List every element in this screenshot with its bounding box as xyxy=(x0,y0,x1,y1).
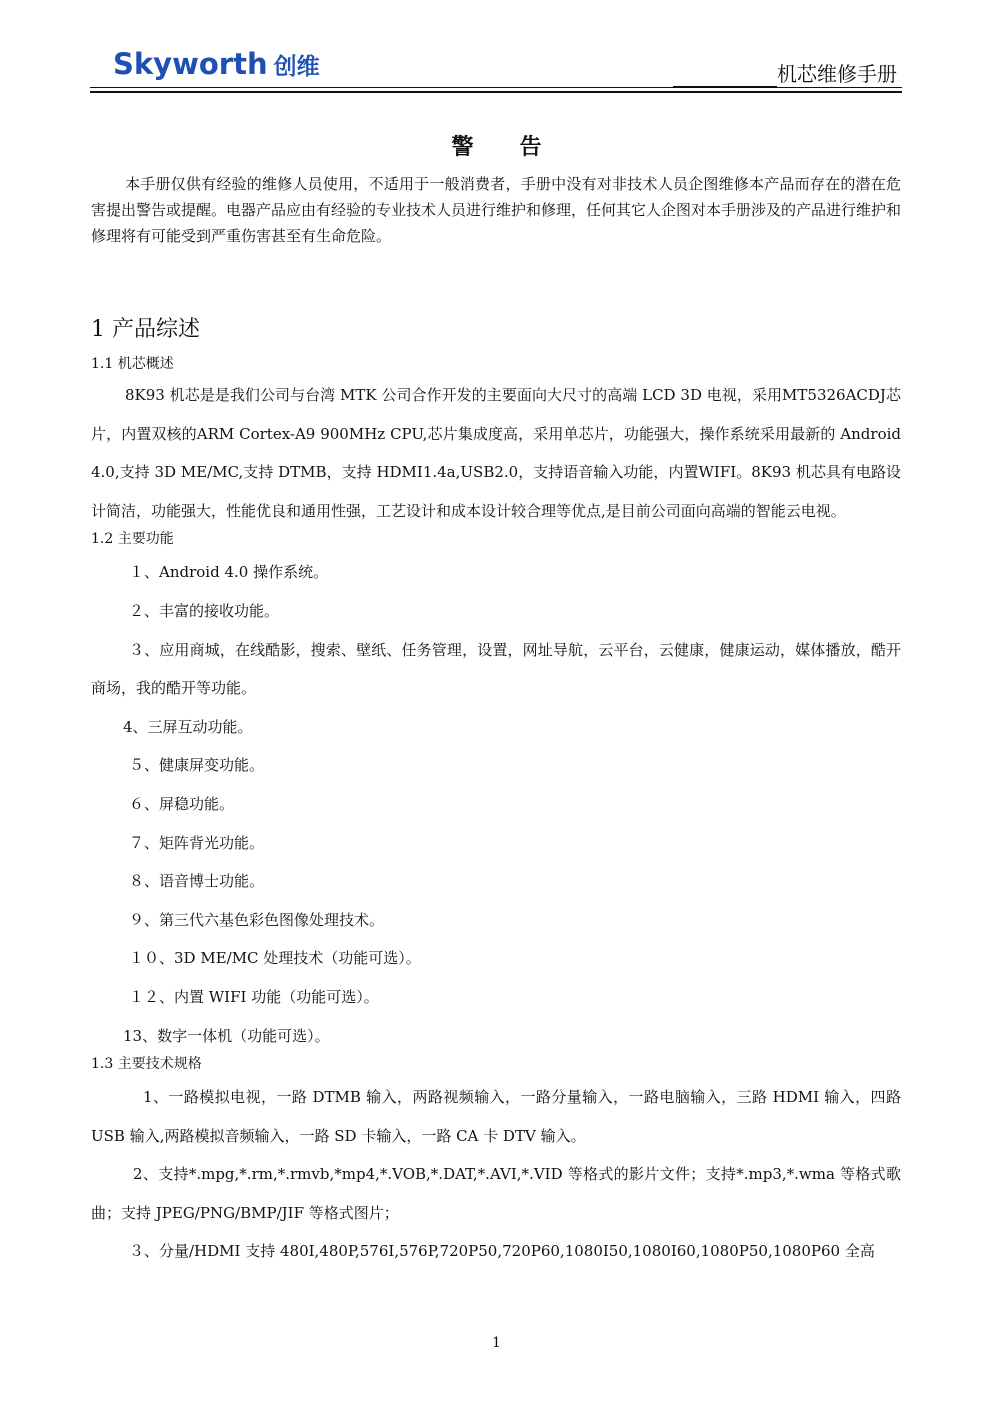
header-blank-line xyxy=(673,64,777,87)
feature-item: ３、应用商城，在线酷影，搜索、壁纸、任务管理，设置，网址导航，云平台，云健康，健康运动，媒体播放，酷开商场，我的酷开等功能。 xyxy=(91,640,901,698)
feature-item: １、Android 4.0 操作系统。 xyxy=(129,563,329,582)
feature-item: ５、健康屏变功能。 xyxy=(129,756,265,775)
section-1-content xyxy=(91,351,901,1271)
feature-item: ２、丰富的接收功能。 xyxy=(129,601,280,620)
warning-title: 警告 xyxy=(451,134,588,160)
feature-item: １２、内置 WIFI 功能（功能可选）。 xyxy=(129,987,379,1006)
feature-list xyxy=(91,553,901,1055)
document-header-title xyxy=(673,58,897,87)
section-1-3-heading: 1.3 主要技术规格 xyxy=(91,1056,202,1073)
section-1-1-paragraph: 8K93 机芯是是我们公司与台湾 MTK 公司合作开发的主要面向大尺寸的高端 LCD 3D 电视，采用MT5326ACDJ芯片，内置双核的ARM Cortex-A9 900MHz CPU,芯片集成度高，采用单芯片，功能强大，操作系统采用最新的 Android 4.0,支持 3D ME/MC,支持 DTMB，支持 HDMI1.4a,USB2.0，支持语音输入功能，内置WIFI。8K93 机芯具有电路设计简洁，功能强大，性能优良和通用性强，工艺设计和成本设计较合理等优点,是目前公司面向高端的智能云电视。 xyxy=(91,386,901,520)
spec-item: ３、分量/HDMI 支持 480I,480P,576I,576P,720P50,720P60,1080I50,1080I60,1080P50,1080P60 全高 xyxy=(129,1242,875,1261)
warning-paragraph: 本手册仅供有经验的维修人员使用，不适用于一般消费者，手册中没有对非技术人员企图维修本产品而存在的潜在危害提出警告或提醒。电器产品应由有经验的专业技术人员进行维护和修理，任何其它人企图对本手册涉及的产品进行维护和修理将有可能受到严重伤害甚至有生命危险。 xyxy=(91,175,902,245)
section-1-heading: 1 产品综述 xyxy=(91,317,200,342)
spec-list xyxy=(91,1078,901,1271)
header-rule-thin xyxy=(90,87,902,88)
feature-item: ８、语音博士功能。 xyxy=(129,872,265,891)
feature-item: ９、第三代六基色彩色图像处理技术。 xyxy=(129,910,385,929)
logo-chinese-text: 创维 xyxy=(273,53,320,80)
feature-item: 4、三屏互动功能。 xyxy=(123,717,253,736)
feature-item: ７、矩阵背光功能。 xyxy=(129,833,265,852)
feature-item: 13、数字一体机（功能可选）。 xyxy=(123,1026,330,1045)
warning-body xyxy=(91,171,901,249)
skyworth-logo xyxy=(113,44,320,84)
section-1-1-heading: 1.1 机芯概述 xyxy=(91,356,174,372)
spec-item: 2、支持*.mpg,*.rm,*.rmvb,*mp4,*.VOB,*.DAT,*.AVI,*.VID 等格式的影片文件；支持*.mp3,*.wma 等格式歌曲；支持 JPEG/PNG/BMP/JIF 等格式图片； xyxy=(91,1165,901,1222)
page-number: 1 xyxy=(492,1335,501,1351)
spec-item: 1、一路模拟电视，一路 DTMB 输入，两路视频输入，一路分量输入，一路电脑输入，三路 HDMI 输入，四路 USB 输入,两路模拟音频输入，一路 SD 卡输入，一路 CA 卡 DTV 输入。 xyxy=(91,1088,901,1145)
header-title-text: 机芯维修手册 xyxy=(777,62,897,86)
header-rule-thick xyxy=(90,91,902,93)
feature-item: ６、屏稳功能。 xyxy=(129,794,235,813)
feature-item: １０、3D ME/MC 处理技术（功能可选）。 xyxy=(129,949,421,968)
logo-latin-text: Skyworth xyxy=(113,47,268,81)
section-1-2-heading: 1.2 主要功能 xyxy=(91,531,174,548)
